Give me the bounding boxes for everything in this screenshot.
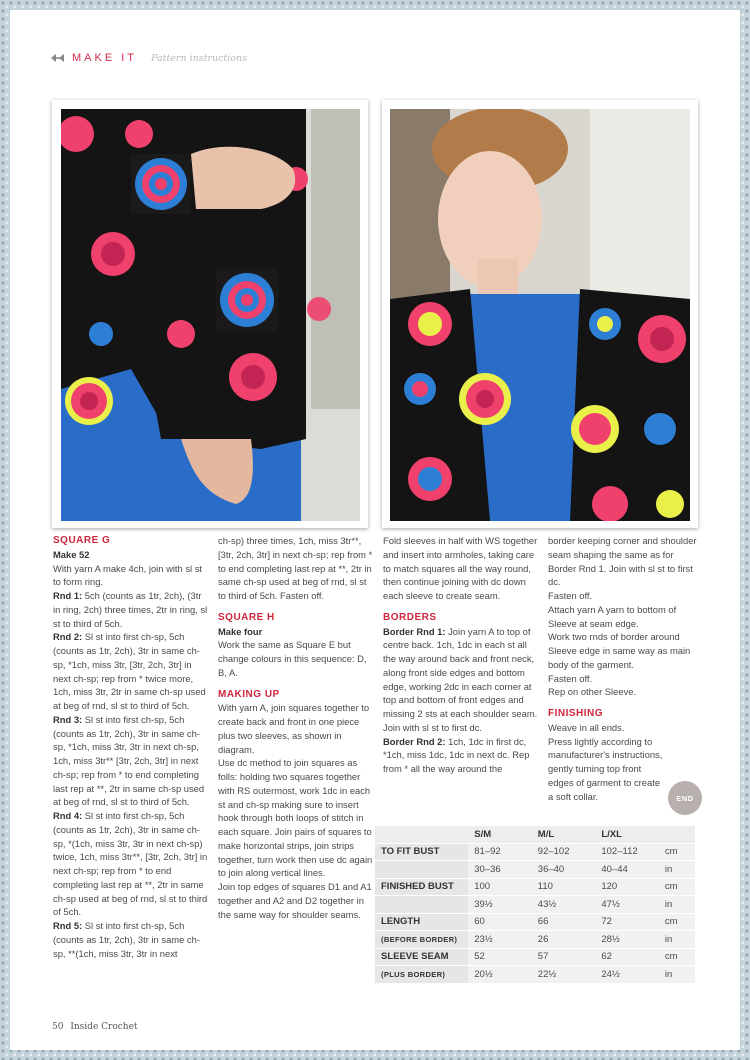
square-g-rnd4: Rnd 4: Sl st into first ch-sp, 5ch (counts as 1tr, 2ch), 3tr in same ch-sp, *(1ch, miss 3tr, 3tr in next ch-sp) twice, 1ch, miss 3tr**, [3tr, 2ch, 3tr] in next ch-sp; rep from * to end completing last rep at **, 2tr in same ch-sp used at beg of rnd, sl st to third of 5ch. [53, 810, 208, 918]
table-row [375, 931, 695, 949]
cell-ml: 26 [532, 931, 596, 949]
square-g-heading: SQUARE G [53, 535, 111, 546]
square-h-heading: SQUARE H [218, 611, 275, 623]
cell-ml: 110 [532, 879, 596, 897]
table-row [375, 879, 695, 897]
cell-ml: 36–40 [532, 861, 596, 879]
cell-unit: in [659, 931, 695, 949]
section-title: MAKE IT [72, 52, 138, 64]
cell-sm: 60 [468, 914, 532, 932]
model-wearing-jacket-image [390, 109, 690, 521]
section-header [50, 52, 247, 64]
fold-sleeves-text: Fold sleeves in half with WS together and insert into armholes, taking care to match squares all the way round, then continue joining with dc down each sleeve to create seam. [383, 535, 538, 601]
square-g-intro: With yarn A make 4ch, join with sl st to form ring. [53, 562, 203, 588]
row-label: (BEFORE BORDER) [375, 931, 468, 949]
table-row [375, 966, 695, 984]
header-blank [375, 826, 468, 844]
cell-sm: 52 [468, 949, 532, 967]
row-label: LENGTH [375, 914, 468, 932]
making-up-p2: Use dc method to join squares as folls: holding two squares together with RS outermost, work 1dc in each st and ch-sp making sure to insert hook through both loops of stitch in each square. Join pairs of squares to make horizontal strips, join strips together, turn work then use dc again to join along vertical lines. [218, 757, 373, 879]
cell-unit: cm [659, 844, 695, 862]
table-row [375, 861, 695, 879]
row-label: (PLUS BORDER) [375, 966, 468, 984]
sleeve-closeup-image [61, 109, 360, 521]
square-h-make: Make four [218, 625, 263, 637]
cell-sm: 100 [468, 879, 532, 897]
cell-lxl: 40–44 [595, 861, 659, 879]
border-rnd1: Border Rnd 1: Join yarn A to top of centre back. 1ch, 1dc in each st all the way around back and front neck, along front side edges and bottom edge, working 2dc in each corner at top and bottom of front edges and missing 2 sts at each shoulder seam. Join with sl st to first dc. [383, 625, 538, 733]
row-label: FINISHED BUST [375, 879, 468, 897]
table-row [375, 949, 695, 967]
square-g-make: Make 52 [53, 548, 90, 560]
cell-sm: 23½ [468, 931, 532, 949]
row-label [375, 896, 468, 914]
square-g-rnd1: Rnd 1: 5ch (counts as 1tr, 2ch), (3tr in ring, 2ch) three times, 2tr in ring, sl st to third of 5ch. [53, 590, 208, 629]
size-table-header [375, 826, 695, 844]
table-row [375, 896, 695, 914]
cell-ml: 57 [532, 949, 596, 967]
text-column-4 [548, 534, 700, 803]
cell-ml: 22½ [532, 966, 596, 984]
size-table [375, 826, 695, 984]
finishing-heading: FINISHING [548, 708, 604, 719]
cell-unit: cm [659, 914, 695, 932]
end-badge: END [668, 781, 702, 815]
cell-sm: 81–92 [468, 844, 532, 862]
square-g-rnd2: Rnd 2: Sl st into first ch-sp, 5ch (counts as 1tr, 2ch), 3tr in same ch-sp, *1ch, miss 3tr, [3tr, 2ch, 3tr] in next ch-sp; rep from * twice more, 1ch, miss 3tr, 2tr in same ch-sp used at beg of rnd, sl st to third of 5ch. [53, 631, 206, 711]
cell-ml: 43½ [532, 896, 596, 914]
header-size-ml: M/L [532, 826, 596, 844]
cell-unit: cm [659, 879, 695, 897]
left-photo [61, 109, 360, 521]
table-row [375, 844, 695, 862]
making-up-p3: Join top edges of squares D1 and A1 together and A2 and D2 together in the same way for shoulder seams. [218, 881, 372, 920]
text-column-1 [53, 534, 211, 960]
border-rnd2: Border Rnd 2: 1ch, 1dc in first dc, *1ch, miss 1dc, 1dc in next dc. Rep from * all the way around the [383, 735, 530, 774]
page-footer [52, 1022, 138, 1032]
right-photo [390, 109, 690, 521]
text-column-3 [383, 534, 541, 776]
border-continued: border keeping corner and shoulder seam shaping the same as for Border Rnd 1. Join with sl st to first dc. [548, 535, 697, 588]
arrow-bow-icon [50, 53, 66, 63]
section-subtitle: Pattern instructions [151, 52, 247, 64]
cell-ml: 92–102 [532, 844, 596, 862]
cell-lxl: 24½ [595, 966, 659, 984]
cell-lxl: 28½ [595, 931, 659, 949]
cell-sm: 39½ [468, 896, 532, 914]
cell-unit: cm [659, 949, 695, 967]
fasten-off-1: Fasten off. [548, 590, 593, 601]
cell-unit: in [659, 896, 695, 914]
row-label: SLEEVE SEAM [375, 949, 468, 967]
making-up-p1: With yarn A, join squares together to create back and front in one piece plus two sleeves, as shown in diagram. [218, 702, 370, 755]
header-size-sm: S/M [468, 826, 532, 844]
sleeve-border-text: Work two rnds of border around Sleeve edge in same way as main body of the garment. [548, 631, 691, 670]
square-h-text: Work the same as Square E but change colours in this sequence: D, B, A. [218, 639, 367, 678]
publication-name: Inside Crochet [70, 1022, 138, 1032]
cell-sm: 30–36 [468, 861, 532, 879]
cell-lxl: 47½ [595, 896, 659, 914]
cell-ml: 66 [532, 914, 596, 932]
cell-lxl: 120 [595, 879, 659, 897]
table-row [375, 914, 695, 932]
text-column-2 [218, 534, 376, 921]
rep-other-sleeve: Rep on other Sleeve. [548, 686, 637, 698]
finishing-p2: Press lightly according to manufacturer's instructions, gently turning top front edges of garment to create a soft collar. [548, 735, 663, 802]
borders-heading: BORDERS [383, 611, 437, 623]
square-g-rnd5: Rnd 5: Sl st into first ch-sp, 5ch (counts as 1tr, 2ch), 3tr in same ch-sp, **(1ch, miss 3tr, 3tr in next [53, 920, 200, 959]
cell-unit: in [659, 861, 695, 879]
cell-lxl: 72 [595, 914, 659, 932]
page-number: 50 [52, 1022, 64, 1032]
row-label: TO FIT BUST [375, 844, 468, 862]
making-up-heading: MAKING UP [218, 688, 280, 700]
finishing-p1: Weave in all ends. [548, 721, 625, 733]
cell-unit: in [659, 966, 695, 984]
fasten-off-2: Fasten off. [548, 672, 593, 684]
cell-lxl: 62 [595, 949, 659, 967]
header-unit-blank [659, 826, 695, 844]
square-g-continued: ch-sp) three times, 1ch, miss 3tr**, [3tr, 2ch, 3tr] in next ch-sp; rep from * to end completing last rep at **, 2tr in same ch-sp used at beg of rnd, sl st to third of 5ch. Fasten off. [218, 535, 373, 601]
row-label [375, 861, 468, 879]
cell-lxl: 102–112 [595, 844, 659, 862]
header-size-lxl: L/XL [595, 826, 659, 844]
cell-sm: 20½ [468, 966, 532, 984]
attach-yarn-text: Attach yarn A yarn to bottom of Sleeve at seam edge. [548, 603, 677, 629]
square-g-rnd3: Rnd 3: Sl st into first ch-sp, 5ch (counts as 1tr, 2ch), 3tr in same ch-sp, *1ch, miss 3tr, 3tr in next ch-sp, 1ch, miss 3tr** [3tr, 2ch, 3tr] in next ch-sp; rep from * to end completing last rep at **, 2tr in same ch-sp used at beg of rnd, sl st to third of 5ch. [53, 713, 205, 808]
